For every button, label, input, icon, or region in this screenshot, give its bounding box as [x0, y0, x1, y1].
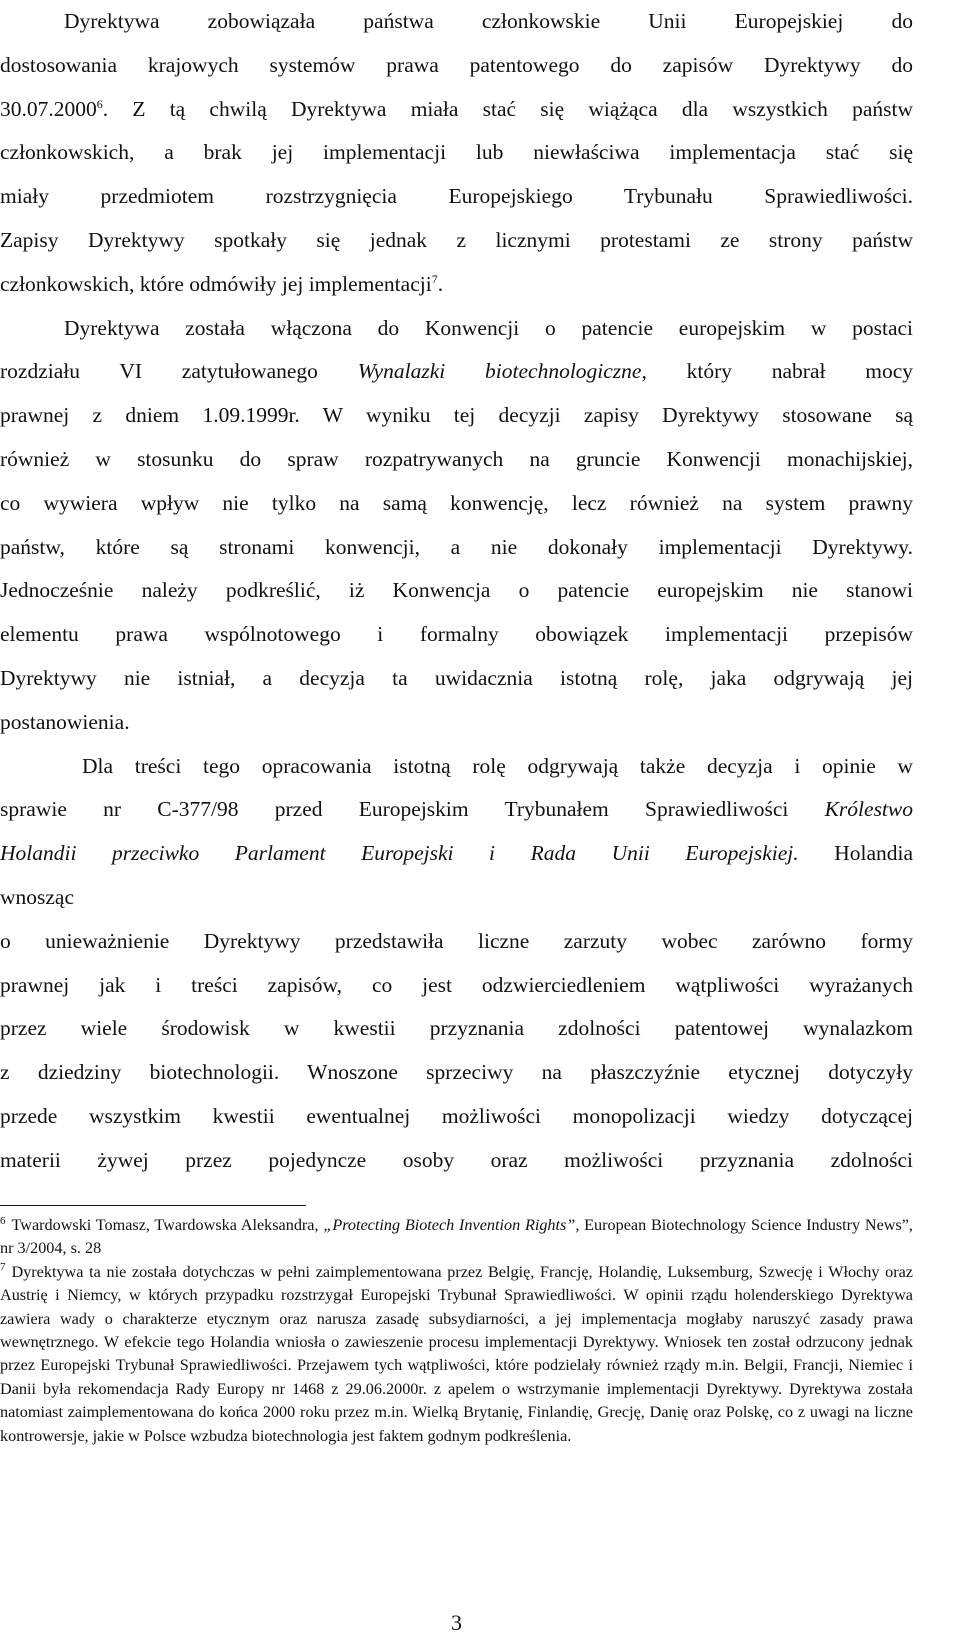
- text-line: członkowskich, a brak jej implementacji lub niewłaściwa implementacja stać się: [0, 140, 913, 165]
- footnote-number: 7: [0, 1261, 6, 1274]
- text-run: rozdziału VI zatytułowanego: [0, 359, 358, 384]
- text-line: elementu prawa wspólnotowego i formalny obowiązek implementacji przepisów: [0, 622, 913, 647]
- paragraph-3: [0, 745, 913, 1183]
- text-run: sprawie nr C-377/98 przed Europejskim Trybunałem Sprawiedliwości: [0, 797, 825, 822]
- footnote-ref-6[interactable]: 6: [96, 96, 103, 111]
- footnote-italic-title: „Protecting Biotech Invention Rights”,: [323, 1216, 580, 1234]
- text-line: państw, które są stronami konwencji, a nie dokonały implementacji Dyrektywy.: [0, 534, 913, 559]
- text-run: członkowskich, które odmówiły jej implementacji: [0, 271, 432, 296]
- footnotes: [0, 1214, 913, 1448]
- text-line: [0, 832, 913, 876]
- text-line: przez wiele środowisk w kwestii przyznania zdolności patentowej wynalazkom: [0, 1016, 913, 1041]
- footnote-text: Twardowski Tomasz, Twardowska Aleksandra,: [11, 1216, 324, 1234]
- text-line: materii żywej przez pojedyncze osoby oraz możliwości przyznania zdolności: [0, 1147, 913, 1172]
- footnote-ref-7[interactable]: 7: [431, 271, 438, 286]
- text-line: Dyrektywa zobowiązała państwa członkowskie Unii Europejskiej do: [64, 9, 913, 33]
- text-line: prawnej jak i treści zapisów, co jest odzwierciedleniem wątpliwości wyrażanych: [0, 972, 913, 997]
- text-line: również w stosunku do spraw rozpatrywanych na gruncie Konwencji monachijskiej,: [0, 446, 913, 471]
- text-line: prawnej z dniem 1.09.1999r. W wyniku tej decyzji zapisy Dyrektywy stosowane są: [0, 403, 913, 428]
- text-run: .: [437, 271, 444, 296]
- text-line: [0, 788, 913, 832]
- text-line: [0, 350, 913, 394]
- italic-title: Wynalazki biotechnologiczne: [357, 359, 642, 384]
- text-line: postanowienia.: [0, 709, 130, 734]
- text-line: co wywiera wpływ nie tylko na samą konwencję, lecz również na system prawny: [0, 490, 913, 515]
- paragraph-2: [0, 307, 913, 745]
- text-line: z dziedziny biotechnologii. Wnoszone sprzeciwy na płaszczyźnie etycznej dotyczyły: [0, 1060, 913, 1085]
- text-line: Dyrektywy nie istniał, a decyzja ta uwidacznia istotną rolę, jaka odgrywają jej: [0, 665, 913, 690]
- text-line: dostosowania krajowych systemów prawa patentowego do zapisów Dyrektywy do: [0, 52, 913, 77]
- footnote-separator: [0, 1205, 306, 1206]
- paragraph-1: [0, 0, 913, 307]
- text-line: Jednocześnie należy podkreślić, iż Konwencja o patencie europejskim nie stanowi: [0, 578, 913, 603]
- text-run: , który nabrał mocy: [641, 359, 913, 384]
- page-number: 3: [451, 1610, 462, 1635]
- footnote-6: [0, 1214, 913, 1261]
- text-line: miały przedmiotem rozstrzygnięcia Europejskiego Trybunału Sprawiedliwości.: [0, 184, 913, 209]
- italic-case-name: Królestwo: [824, 797, 913, 822]
- italic-case-name: Holandii przeciwko Parlament Europejski i Rada Unii Europejskiej.: [0, 841, 799, 866]
- text-run: Holandia: [798, 841, 913, 866]
- text-run: . Z tą chwilą Dyrektywa miała stać się wiążąca dla wszystkich państw: [102, 96, 913, 121]
- text-line: [0, 88, 913, 132]
- text-line: przede wszystkim kwestii ewentualnej możliwości monopolizacji wiedzy dotyczącej: [0, 1103, 913, 1128]
- text-run: 30.07.2000: [0, 96, 97, 121]
- text-line: o unieważnienie Dyrektywy przedstawiła liczne zarzuty wobec zarówno formy: [0, 928, 913, 953]
- footnote-7: [0, 1261, 913, 1448]
- text-line: wnosząc: [0, 884, 75, 909]
- text-line: Dla treści tego opracowania istotną rolę odgrywają także decyzja i opinie w: [82, 753, 913, 778]
- footnote-text: Dyrektywa ta nie została dotychczas w pełni zaimplementowana przez Belgię, Francję, Holandię, Luksemburg, Szwecję i Włochy oraz Austrię i Niemcy, w których przypadku rozstrzygał Europejski Trybunał Sprawiedliwości. W opinii rządu holenderskiego Dyrektywa zawiera wady o charakterze etycznym oraz narusza zasadę subsydiarności, a jej implementacja mogłaby naruszyć zasady prawa wewnętrznego. W efekcie tego Holandia wniosła o zawieszenie procesu implementacji Dyrektywy. Wniosek ten został odrzucony jednak przez Europejski Trybunał Sprawiedliwości. Przejawem tych wątpliwości, które podzielały również rządy m.in. Belgii, Francji, Niemiec i Danii była rekomendacja Rady Europy nr 1468 z 29.06.2000r. z apelem o wstrzymanie implementacji Dyrektywy. Dyrektywa została natomiast zaimplementowana do końca 2000 roku przez m.in. Wielką Brytanię, Finlandię, Grecję, Danię oraz Polskę, co z uwagi na liczne kontrowersje, jakie w Polsce wzbudza biotechnologia jest faktem godnym podkreślenia.: [0, 1262, 913, 1445]
- text-line: Zapisy Dyrektywy spotkały się jednak z licznymi protestami ze strony państw: [0, 227, 913, 252]
- footnote-text: European Biotechnology Science Industry News”, nr 3/2004, s. 28: [0, 1216, 913, 1258]
- footnote-number: 6: [0, 1214, 6, 1227]
- text-line: [0, 263, 913, 307]
- text-line: Dyrektywa została włączona do Konwencji o patencie europejskim w postaci: [64, 315, 913, 340]
